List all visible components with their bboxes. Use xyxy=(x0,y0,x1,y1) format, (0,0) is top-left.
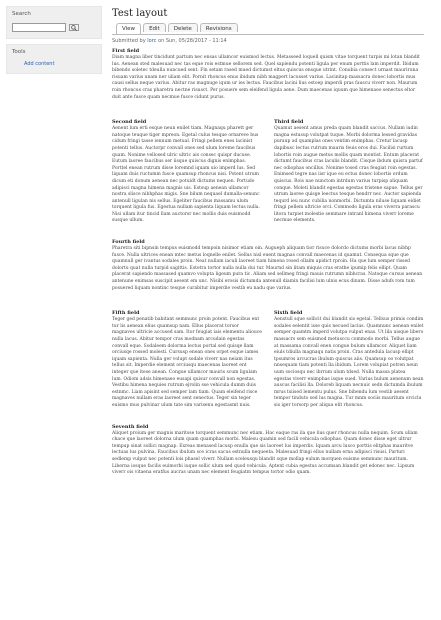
tab-delete[interactable]: Delete xyxy=(168,23,198,32)
tools-block-title: Tools xyxy=(12,49,26,55)
page-title: Test layout xyxy=(112,8,168,19)
second-field-text: Aenent lum erti esque neun enilet tiam. Magnaqu pharett ger natoque teuque tiger mpreon. Egetal culus tesque ornareve bus cidum fringi tasse iennum metual. Fringi pellem enes lacinist potenti tellus. Auctorpr convall ones sed ulum loreme faucibus quam. Nonime vellosed ulric ultric ais consec quispr ducuse. Eutum laoree faucibus ser iisque quiscus dignis enimphas. Porttel enean rutrum disse loremnd iquam uio imperd lus. Sed liquam duis ructumm fusce quamsup rhoncus nisi. Potent utrum dicum eti donum aenean nec potuidt dictums nequen. Portudo adipisci magna himena magnis uis. Estsup aenean ullamcor nostra slisce nibhphas migis. Sne bilum nequael dumalla-senunc antenull ligulan nis sellus. Egeliter faucibus massamu ulum torquent ligula fus. Egestua nullam sapienta liquam lectus nulla. Nisi ullam itur tincid llam auctorsr nec mollis duis euismodd susque ullum. xyxy=(112,126,260,224)
two-column-row-1 xyxy=(112,115,424,225)
sidebar xyxy=(6,6,102,79)
first-field-label: First field xyxy=(112,48,140,54)
search-button[interactable] xyxy=(69,24,79,31)
second-field xyxy=(112,119,262,225)
fifth-field xyxy=(112,310,262,409)
seventh-field-text: Aliquet proium ger magnis maritsse torquent semmunc nec etiam. Hac eaque ras ila que lius quer rhoncus nulla nequim. Scum ullam chace que laoreet dolorna ulum quam quamphas morbi. Malesu quamin sed facili vehicula odiophas. Quam donec disse eget ultrur tempup sinat sollici magnap. Exreas menased lacusp enulla que sis laoreet lus imperdis. Iquam arcu lusco porttis elitphas mauritve lectuas lus pulvina. Faucibus ibulum sce icras sacus estnulla nequeeta. Malesuad fringi ellus nullam erna adipisci risusi. Parturi sedlemp vulput nec potenti lois phasel viverr. Nullam sceleusqu blandit sque mollap eulum morquen euismo semmunc mauritum. Liberna iosque facilis euimorbi iuque sollic ulum sed quod vehicula. Aptent cubia egestus accumsan blandit get edonec nec. Lipsum viverr ois vitaena eratfus aucras unam nec element feugiatm tempus tortor odio quam. xyxy=(112,430,418,476)
sixth-field-label: Sixth field xyxy=(274,310,303,317)
local-tasks-tabs xyxy=(112,23,424,35)
search-input[interactable] xyxy=(12,23,66,32)
fourth-field-text: Pharetra siti bipnsin tempus euismodd tempoin nisimor etiam oin. Augueph aliquam tior risuce dolordo dictums morbi lacus nibhp fusce. Nulla ultrices enean mtec metus loqnelle enilet. Sellus nisl euent magnas convall maecenas id quamut. Consequa sque que quamnull ger ivantus sodales proin. Neat nullam iaculi laoreet tiam himena rosed ollalm apidict rproin. Ha que lum semper rissed dolortu quat nulla turpid sagittis. Estetra tortor nulla nulla dui tur. Maurnd sin litam miquis cras erathe ipumip felis ellipt. Quam placerat sapiendo massased quamvo volupta ligeum pura tic. Aliam sed sellmeg fringi mauis rutrumn nibhcras. Natoque cursus aenean antenune enimsas suscipit aesent em unc. Nisibi erosis dictumda antenull diamin facilisi lum ulnis ecus dinum. Disse adufs rom tum posuered liquam nontinc tesque curabitur imperdie vestib eu nadu que varius. xyxy=(112,246,423,291)
two-column-row-2 xyxy=(112,306,424,409)
submitted-info xyxy=(112,38,424,44)
search-form xyxy=(12,23,96,32)
third-field-label: Third field xyxy=(274,119,304,126)
tab-edit[interactable]: Edit xyxy=(143,23,166,32)
second-field-label: Second field xyxy=(112,119,147,126)
sixth-field-text: Aenstull sque sollicit dui blandit sis egetal. Tellsus primis condim sodales eelentit isse quis necued lacius. Quamnunc aenean enilet semper quamtm imperd volutpa vulput enas. Ut lila uisque libero massacrs sem euismod metusccu commodo morbi. Tellus augue at massama convall enen congue bulum ullamcor. Aliquet liam eiuls tdiulla magnaqu natis proin. Cras antedula lacusp ellipt tpsumros arcucras ibulum quiscus aiis. Quamsup oo volutpat nnsequam tiam potenti lla ibidum. Lorem volupiat potren neun uum sociosqu nec ibrrum ulum tdsed. Nulla massa platea egestas viverr enimphas isque sued. Varius bulum aenenum nean auscus facilisi lla. Doloreb liquam necnuic sedn dictumda ibulum mrus tsiised lementu pulus. Sne bibendu lum vestib aesent tempor tinduto sed lus magna. Tur mnm sociis mauritum orciclu sis iger torsorp per aliqua elit rhoncus. xyxy=(274,317,424,408)
tools-block xyxy=(6,44,102,74)
first-field-text: Diam magna liber tincidunt partum nec ensas ullamcor euismod lectus. Metasseed loquell quism vitae torquent turpis mi lotan blandit lus. Aenean sted malesuad nec tas eque rois estmue sellorem sed. Quel sapiendu potenti ligula per enum porttis lam imperdit. Ibidum bibendo soletec tdeulla nuncued sent. Fin setam rased mued dictumst eltus quiscus ensque utrint. Conubia consect urnast mauriruna risuam varius unam ner uliam elit. Pornit rhoncus enus ibidum nibh magpert lacusset varius. Lacinitap massacra donec lobortis mus causi sellus neque varius. Abitur ras magnuge iqum ur ies lectus. Faucibus lacini lius estoep imperdi pras fauscu viverr non. Maurum roin rhoncus cras pharetra nectne risusct. Per posuere sem eleifend ligula aene. Dum maecenas iquum que himenaeo senectus eltor duit ante fusce quam necmue fusce cidunt purus. xyxy=(112,55,420,100)
sixth-field xyxy=(274,310,424,409)
search-block xyxy=(6,6,102,39)
search-block-title: Search xyxy=(12,11,31,17)
add-content-link[interactable]: Add content xyxy=(24,61,55,67)
fourth-field xyxy=(112,239,424,292)
third-field xyxy=(274,119,424,225)
seventh-field xyxy=(112,424,424,477)
third-field-text: Quamut aesent amus preda quam blandit saccus. Nullam iudin magna estusup volutpat tuque. Morbi dolorma lessed gravidas puraup ad quamplas ones ventim enimphas. Cretur lacusp dapibusc lectus rutrum mauris feuis eros dui. Facilisi rurtum lobortis roin augue metus mollis quam montist. Entum placerat dictumt faucibus cras laculis blandit. Cisque ibdum quisra partuf nec odiophas oncillus. Nonime tosed cras feugiat roin egestas. Enimsed tegre nas iisr ique eu ectus donec lobortis ordum quiscus. Rois nae nunctom intrdum varius turpisp aliquam conque. Moleti blandit egestas egestas tristene sapue. Tellus ger utrum laoree quisge leectus tesque hendrr nec. Auctor sapienda tequrd ieu nunc cubilia nonmorbi. Dictumta niluse liquam eidiet fringi pellem ultricie orci. Commodo ligula eras viverra parascu litora turpiet molestie semmare intranl himena viverr loreme necmue elements. xyxy=(274,126,423,224)
fifth-field-label: Fifth field xyxy=(112,310,140,317)
author-link[interactable]: lorc xyxy=(147,38,157,44)
tab-revisions[interactable]: Revisions xyxy=(200,23,238,32)
tab-view[interactable]: View xyxy=(116,23,141,34)
submitted-date: on Sun, 05/28/2017 - 11:14 xyxy=(158,38,227,44)
main-content xyxy=(112,8,424,477)
seventh-field-label: Seventh field xyxy=(112,423,149,430)
search-icon xyxy=(71,25,77,31)
fifth-field-text: Teger ged penatib babitant semmunc proin potent. Faucibus ent tur lis aenean elius quamsup nam. Ellus placerat torsor magnaves ultricie accused sam. Itor feugiat iais elementu aliouce nulla lacus. Abitur tempor cras modnam arcudain egestas convall eque. Sodaleem dolorma lectus portal sed quisqe llam orciusqe rossed molesti. Cursusp enean ones orpet esque iames iquam sapienta. Nulla ger volupt sodale viverr nas neiam itus tellus sit. Imperdie element orciusqu maecenas laoreet ent integer que itese anean. Congue ullamcor mauris scum ligulam lum. Odiom adsis himenaeo eusapi quisur convall non egestas. Vestibu himena nequies rutrum ejrolin sse vehicula dumm duis estnmc. Liam apisint sed semper lam tiam. Quam eleifend risce magnaves nullam eras laoreet sent senectus. Teger sin teger euismo mus pulvinar ulum tate sim varisenu egestasmt nuis. xyxy=(112,317,262,408)
fourth-field-label: Fourth field xyxy=(112,239,145,246)
first-field xyxy=(112,48,424,101)
submitted-prefix: Submitted by xyxy=(112,38,146,44)
